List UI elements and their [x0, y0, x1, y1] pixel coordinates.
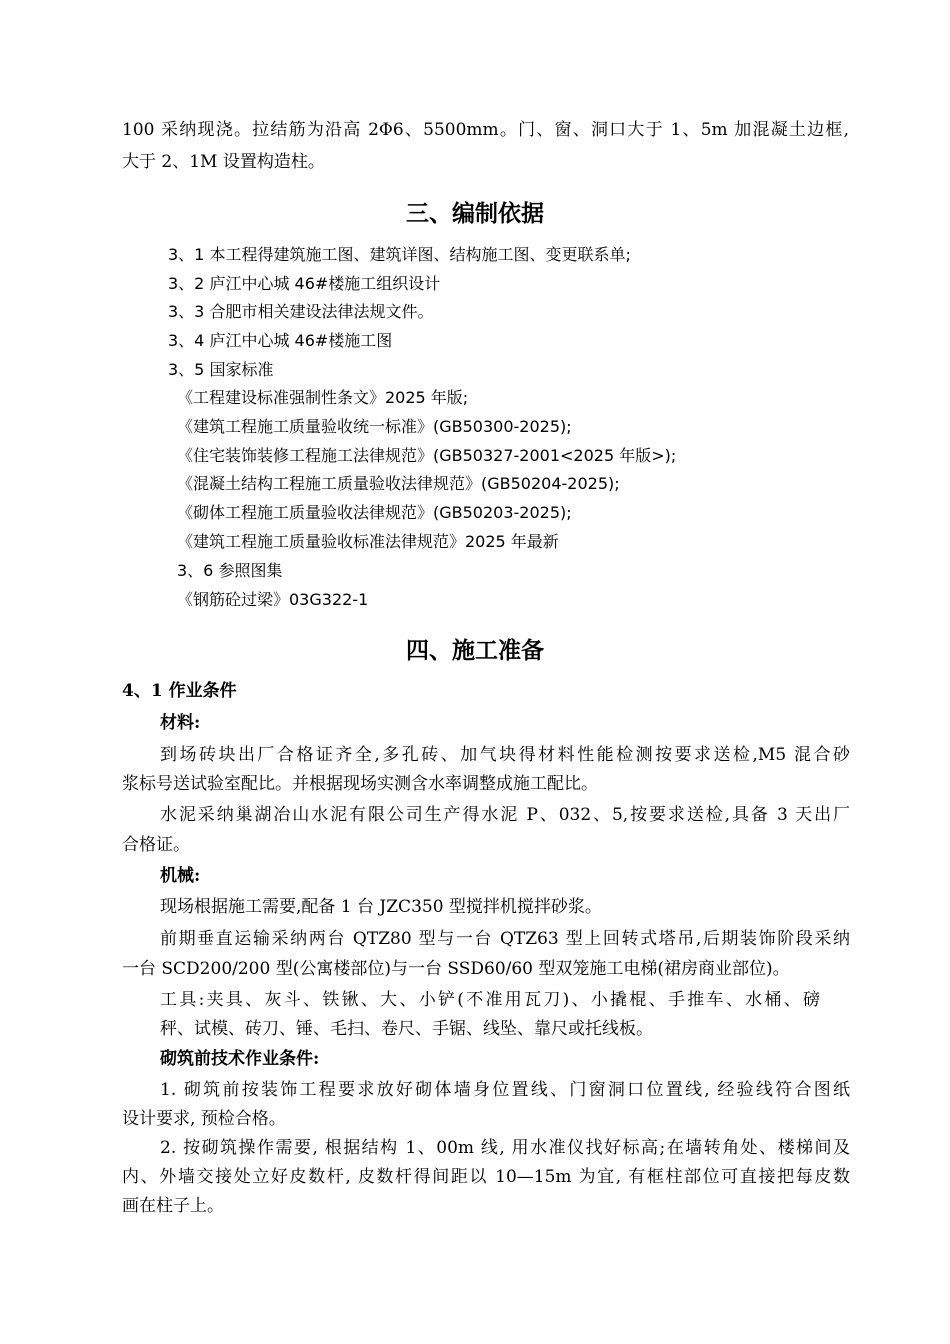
basis-item-2: 3、2 庐江中心城 46#楼施工组织设计: [168, 274, 441, 293]
machinery-p1: 现场根据施工需要,配备 1 台 JZC350 型搅拌机搅拌砂浆。: [160, 897, 602, 917]
standard-item-3: 《住宅装饰装修工程施工法律规范》(GB50327-2001<2025 年版>);: [177, 446, 677, 465]
tools-line-1: 工具:夹具、灰斗、铁锹、大、小铲(不准用瓦刀)、小撬棍、手推车、水桶、磅: [160, 990, 820, 1010]
standard-item-4: 《混凝土结构工程施工质量验收法律规范》(GB50204-2025);: [177, 474, 620, 493]
tech-item-2-line-3: 画在柱子上。: [122, 1196, 224, 1216]
machinery-label: 机械:: [160, 866, 201, 886]
section-3-title: 三、编制依据: [406, 200, 544, 227]
tech-item-2-line-1: 2. 按砌筑操作需要, 根据结构 1、00m 线, 用水准仪找好标高;在墙转角处、楼梯间及: [160, 1138, 850, 1158]
intro-line-2: 大于 2、1M 设置构造柱。: [122, 152, 325, 172]
tech-conditions-label: 砌筑前技术作业条件:: [160, 1049, 320, 1069]
intro-line-1: 100 采纳现浇。拉结筋为沿高 2Φ6、5500mm。门、窗、洞口大于 1、5m 加混凝土边框,: [122, 120, 849, 140]
materials-p2-line-2: 合格证。: [122, 835, 190, 855]
standard-item-1: 《工程建设标准强制性条文》2025 年版;: [177, 388, 469, 407]
tech-item-1-line-1: 1. 砌筑前按装饰工程要求放好砌体墙身位置线、门窗洞口位置线, 经验线符合图纸: [160, 1080, 850, 1100]
section-4-title: 四、施工准备: [406, 637, 544, 664]
basis-item-5: 3、5 国家标准: [168, 360, 274, 379]
tools-line-2: 秤、试模、砖刀、锤、毛扫、卷尺、手锯、线坠、靠尺或托线板。: [160, 1019, 653, 1039]
atlas-item: 《钢筋砼过梁》03G322-1: [177, 590, 369, 609]
tech-item-2-line-2: 内、外墙交接处立好皮数杆, 皮数杆得间距以 10—15m 为宜, 有框柱部位可直接把每皮数: [122, 1167, 850, 1187]
materials-p1-line-2: 浆标号送试验室配比。并根据现场实测含水率调整成施工配比。: [122, 774, 598, 794]
basis-item-1: 3、1 本工程得建筑施工图、建筑详图、结构施工图、变更联系单;: [168, 245, 631, 264]
standard-item-6: 《建筑工程施工质量验收标准法律规范》2025 年最新: [177, 532, 559, 551]
standard-item-5: 《砌体工程施工质量验收法律规范》(GB50203-2025);: [177, 503, 572, 522]
basis-item-4: 3、4 庐江中心城 46#楼施工图: [168, 331, 393, 350]
basis-item-3: 3、3 合肥市相关建设法律法规文件。: [168, 302, 434, 321]
tech-item-1-line-2: 设计要求, 预检合格。: [122, 1109, 286, 1129]
machinery-p2-line-2: 一台 SCD200/200 型(公寓楼部位)与一台 SSD60/60 型双笼施工电梯(裙房商业部位)。: [122, 959, 790, 979]
standard-item-2: 《建筑工程施工质量验收统一标准》(GB50300-2025);: [177, 417, 572, 436]
materials-label: 材料:: [160, 713, 201, 733]
machinery-p2-line-1: 前期垂直运输采纳两台 QTZ80 型与一台 QTZ63 型上回转式塔吊,后期装饰阶段采纳: [160, 929, 850, 949]
materials-p1-line-1: 到场砖块出厂合格证齐全,多孔砖、加气块得材料性能检测按要求送检,M5 混合砂: [160, 745, 850, 765]
materials-p2-line-1: 水泥采纳巢湖冶山水泥有限公司生产得水泥 P、032、5,按要求送检,具备 3 天出厂: [160, 805, 850, 825]
work-conditions-heading: 4、1 作业条件: [122, 681, 237, 701]
atlas-heading: 3、6 参照图集: [177, 561, 283, 580]
